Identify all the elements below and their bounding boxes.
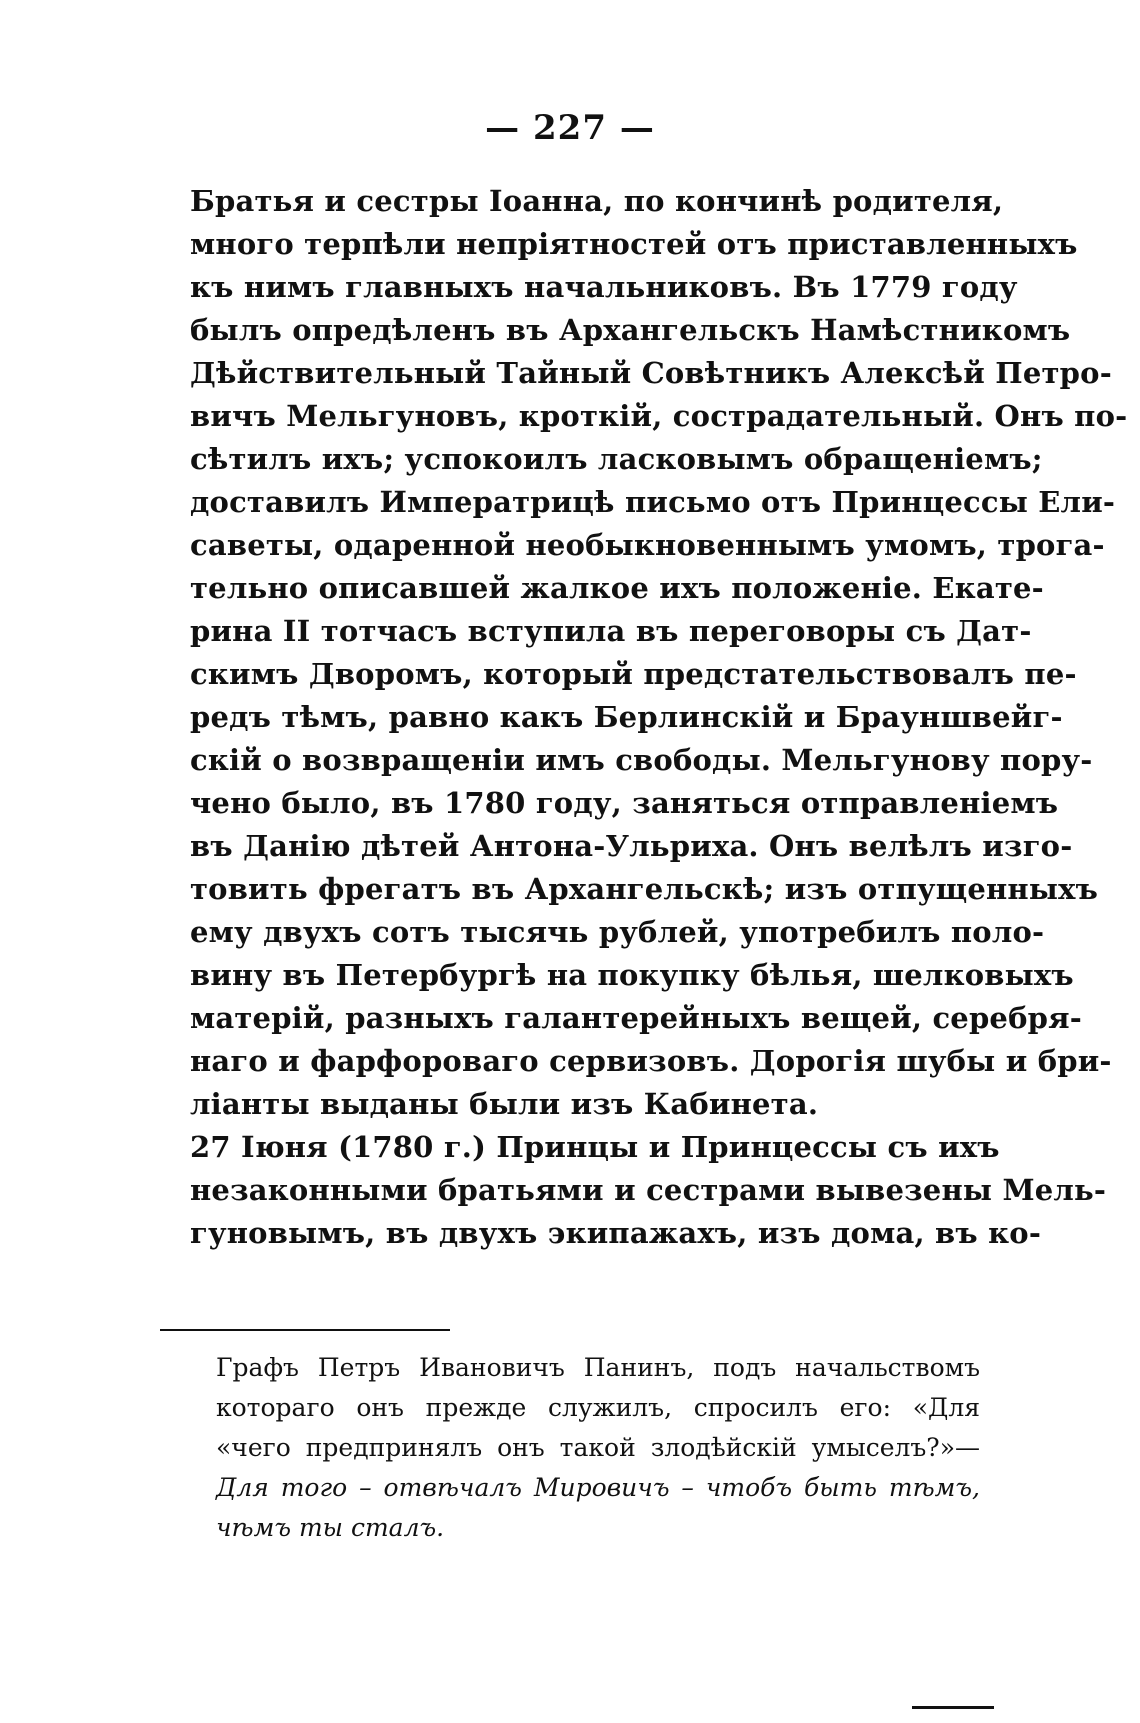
text-line: вину въ Петербургѣ на покупку бѣлья, шелковыхъ: [190, 958, 1074, 992]
footnote-divider: [160, 1329, 450, 1331]
footnote-line: Графъ Петръ Ивановичъ Панинъ, подъ начальствомъ: [216, 1353, 980, 1382]
text-line: много терпѣли непріятностей отъ приставленныхъ: [190, 227, 1078, 261]
text-line: скимъ Дворомъ, который предстательствовалъ пе-: [190, 657, 1077, 691]
text-line: Дѣйствительный Тайный Совѣтникъ Алексѣй Петро-: [190, 356, 1112, 390]
text-line: къ нимъ главныхъ начальниковъ. Въ 1779 году: [190, 270, 1018, 304]
text-line: скій о возвращеніи имъ свободы. Мельгунову пору-: [190, 743, 1093, 777]
text-line: тельно описавшей жалкое ихъ положеніе. Екате-: [190, 571, 1044, 605]
text-line: вичъ Мельгуновъ, кроткій, сострадательный. Онъ по-: [190, 399, 1128, 433]
text-line: незаконными братьями и сестрами вывезены Мель-: [190, 1173, 1107, 1207]
text-line: товить фрегатъ въ Архангельскѣ; изъ отпущенныхъ: [190, 872, 1099, 906]
text-line: ліанты выданы были изъ Кабинета.: [190, 1087, 819, 1121]
text-line: ему двухъ сотъ тысячь рублей, употребилъ поло-: [190, 915, 1045, 949]
text-line: редъ тѣмъ, равно какъ Берлинскій и Брауншвейг-: [190, 700, 1063, 734]
text-line: доставилъ Императрицѣ письмо отъ Принцессы Ели-: [190, 485, 1116, 519]
text-line: наго и фарфороваго сервизовъ. Дорогія шубы и бри-: [190, 1044, 1112, 1078]
bottom-mark: [912, 1706, 994, 1709]
text-line: сѣтилъ ихъ; успокоилъ ласковымъ обращеніемъ;: [190, 442, 1043, 476]
text-line: 27 Іюня (1780 г.) Принцы и Принцессы съ ихъ: [190, 1130, 1000, 1164]
footnote-line: Для того – отвѣчалъ Мировичъ – чтобъ быть тѣмъ,: [216, 1473, 980, 1502]
text-line: въ Данію дѣтей Антона-Ульриха. Онъ велѣлъ изго-: [190, 829, 1073, 863]
footnote-line: котораго онъ прежде служилъ, спросилъ его: «Для: [216, 1393, 980, 1422]
text-line: былъ опредѣленъ въ Архангельскъ Намѣстникомъ: [190, 313, 1071, 347]
text-line: матерій, разныхъ галантерейныхъ вещей, серебря-: [190, 1001, 1082, 1035]
text-line: саветы, одаренной необыкновеннымъ умомъ, трога-: [190, 528, 1105, 562]
footnote-block: [216, 1348, 980, 1548]
page-number: — 227 —: [485, 108, 655, 148]
text-line: рина II тотчасъ вступила въ переговоры съ Дат-: [190, 614, 1032, 648]
footnote-line: «чего предпринялъ онъ такой злодѣйскій умыселъ?»—: [216, 1433, 980, 1462]
footnote-line: чѣмъ ты сталъ.: [216, 1513, 445, 1542]
text-line: Братья и сестры Іоанна, по кончинѣ родителя,: [190, 184, 1004, 218]
text-line: чено было, въ 1780 году, заняться отправленіемъ: [190, 786, 1059, 820]
text-line: гуновымъ, въ двухъ экипажахъ, изъ дома, въ ко-: [190, 1216, 1042, 1250]
main-text-block: [190, 180, 1128, 1255]
